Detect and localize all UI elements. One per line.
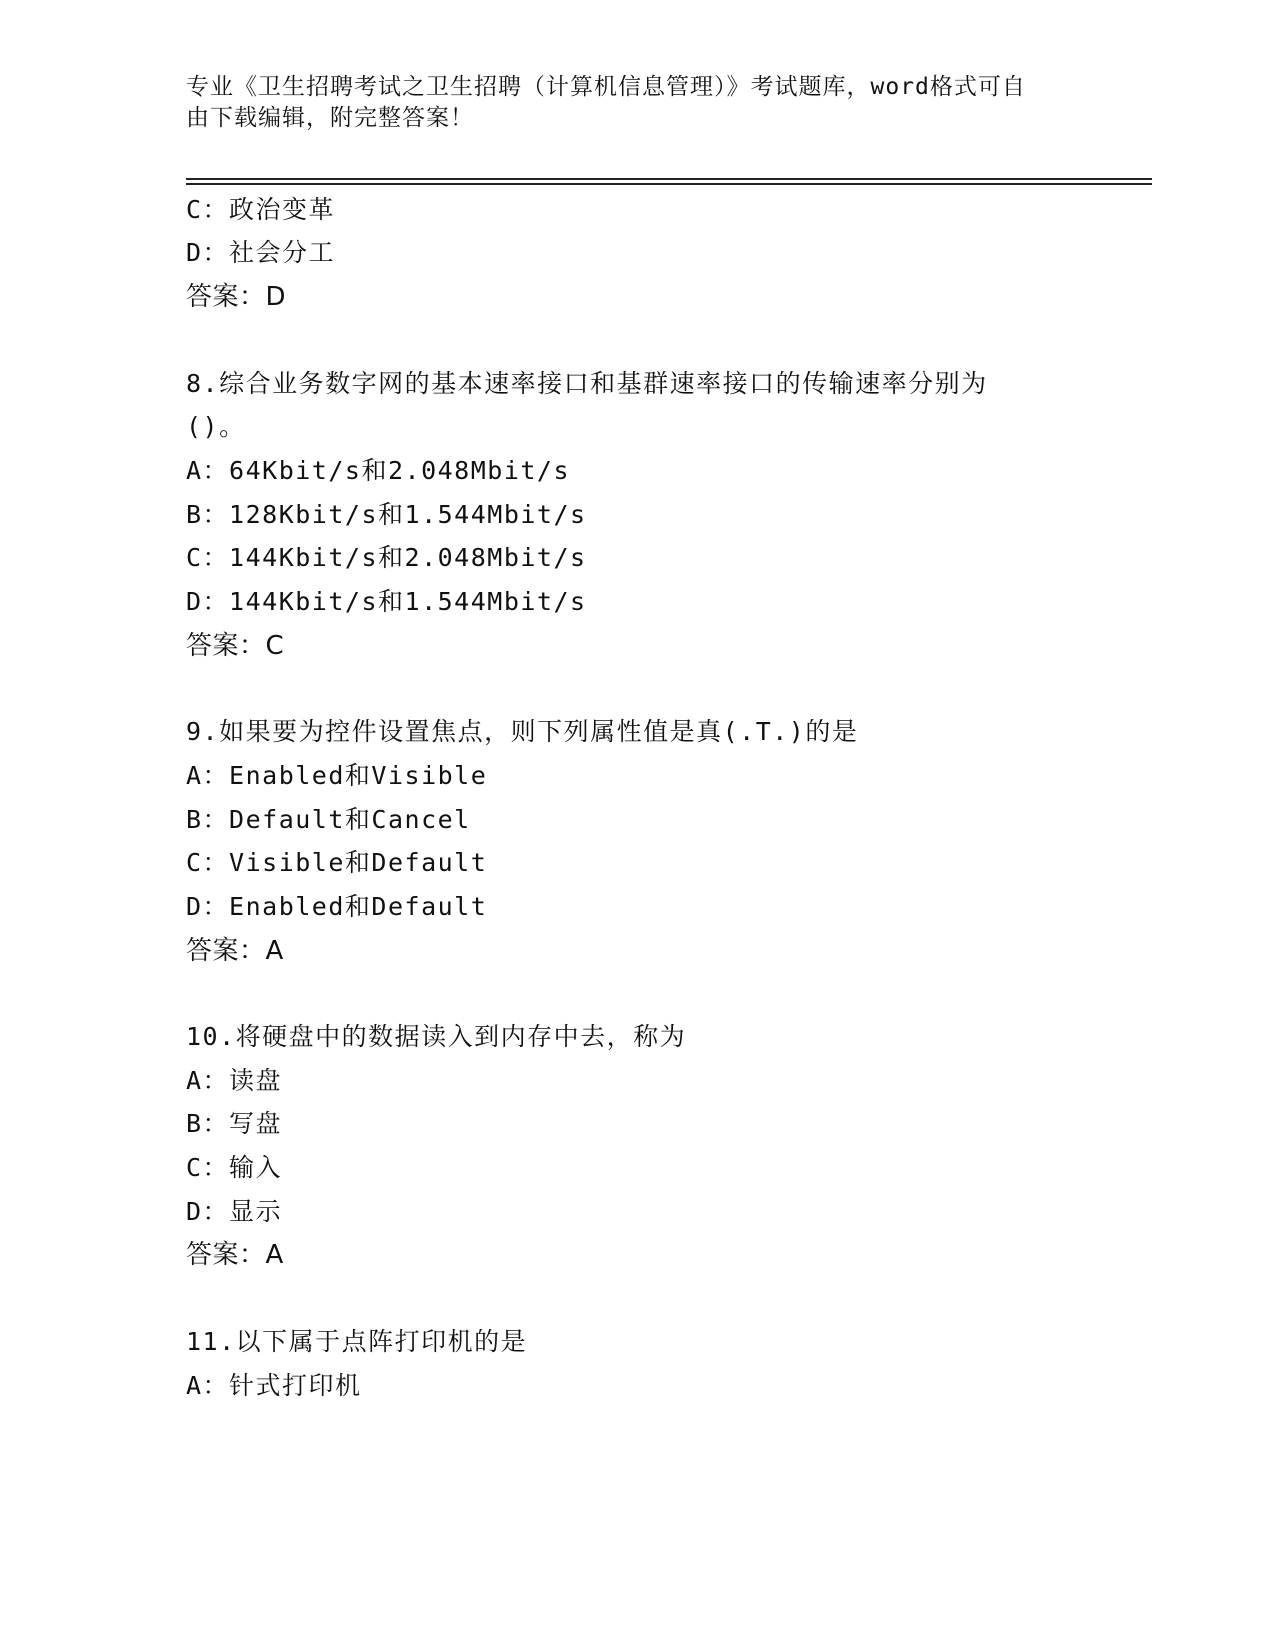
q8-stem-line-2: ()。: [186, 412, 246, 441]
q8-answer: 答案：C: [186, 631, 285, 661]
q8-option-d: D：144Kbit/s和1.544Mbit/s: [186, 587, 587, 616]
q9-option-b: B：Default和Cancel: [186, 805, 471, 834]
q9-option-c: C：Visible和Default: [186, 848, 488, 877]
header-divider-top: [186, 178, 1152, 180]
document-header: [186, 72, 1066, 134]
q9-stem: 9.如果要为控件设置焦点，则下列属性值是真(.T.)的是: [186, 717, 859, 746]
q8-stem-line-1: 8.综合业务数字网的基本速率接口和基群速率接口的传输速率分别为: [186, 369, 988, 398]
q8-option-c: C：144Kbit/s和2.048Mbit/s: [186, 543, 587, 572]
q10-option-c: C：输入: [186, 1153, 283, 1182]
q11-stem: 11.以下属于点阵打印机的是: [186, 1327, 528, 1356]
q9-answer: 答案：A: [186, 936, 284, 966]
q7-answer: 答案：D: [186, 282, 287, 312]
header-line-2: 由下载编辑，附完整答案！: [186, 105, 474, 131]
q7-option-c: C：政治变革: [186, 195, 336, 224]
q8-option-b: B：128Kbit/s和1.544Mbit/s: [186, 500, 587, 529]
q10-option-d: D：显示: [186, 1197, 283, 1226]
q9-option-a: A：Enabled和Visible: [186, 761, 488, 790]
q11-option-a: A：针式打印机: [186, 1371, 362, 1400]
q10-answer: 答案：A: [186, 1240, 284, 1270]
q8-option-a: A：64Kbit/s和2.048Mbit/s: [186, 456, 571, 485]
q10-option-a: A：读盘: [186, 1066, 283, 1095]
q10-stem: 10.将硬盘中的数据读入到内存中去，称为: [186, 1022, 687, 1051]
q7-option-d: D：社会分工: [186, 238, 336, 267]
q9-option-d: D：Enabled和Default: [186, 892, 488, 921]
header-line-1: 专业《卫生招聘考试之卫生招聘（计算机信息管理）》考试题库，word格式可自: [186, 74, 1026, 100]
q10-option-b: B：写盘: [186, 1109, 283, 1138]
header-divider-bottom: [186, 183, 1152, 185]
